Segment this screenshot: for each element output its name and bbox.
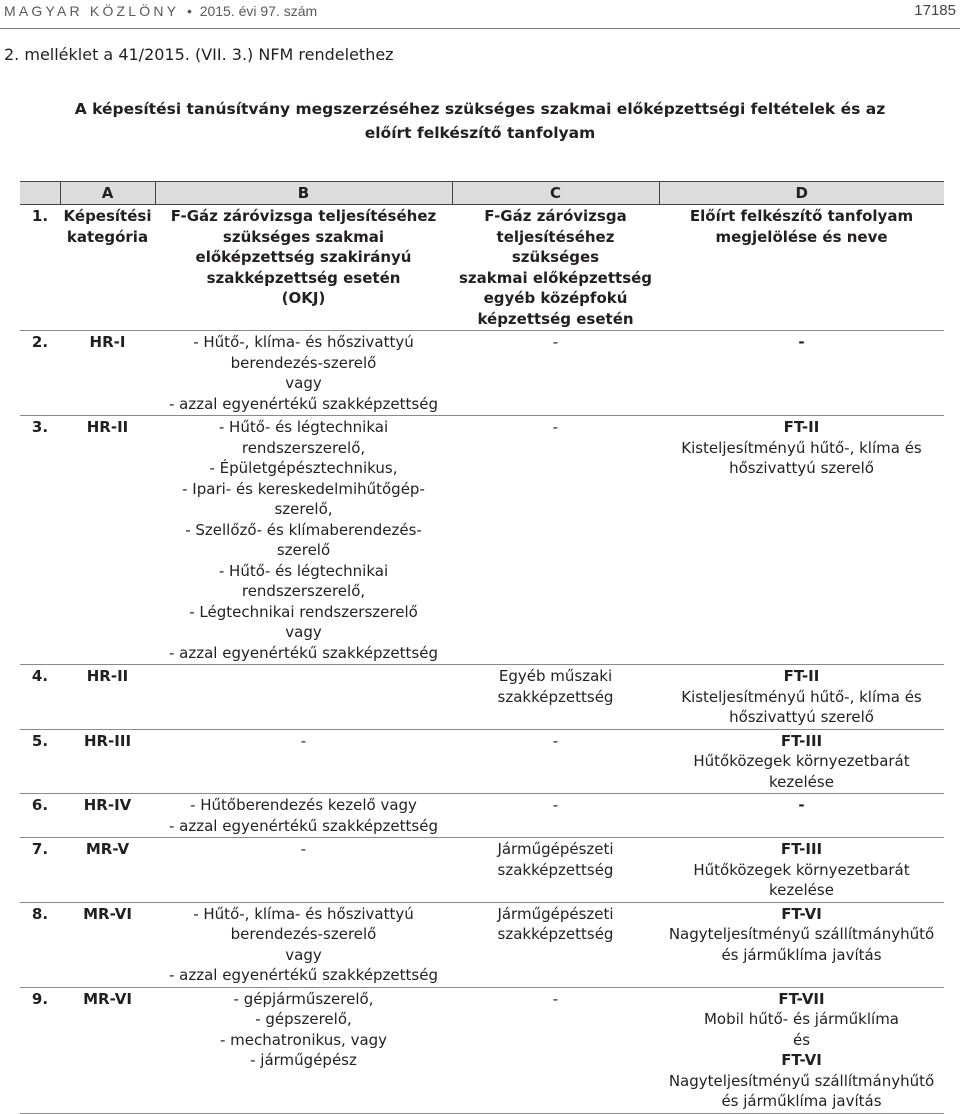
other-qualification-cell-line: szakképzettség (497, 925, 614, 943)
vocational-qualification-cell-line: - gépszerelő, (255, 1010, 352, 1028)
vocational-qualification-cell-line: - azzal egyenértékű szakképzettség (169, 394, 438, 413)
training-course-cell (659, 838, 944, 903)
training-course-cell (659, 665, 944, 730)
header-cell-c-line: képzettség esetén (477, 309, 634, 328)
vocational-qualification-cell-line: berendezés-szerelő (230, 925, 377, 943)
row-number: 4. (20, 665, 60, 730)
header-cell-d-line: megjelölése és neve (715, 227, 888, 246)
course-code: FT-VI (781, 1051, 822, 1069)
other-qualification-cell-line: - (552, 333, 559, 351)
other-qualification-cell-line: - (552, 731, 559, 750)
header-cell-b (155, 205, 452, 331)
other-qualification-cell-line: Járműgépészeti (497, 840, 614, 858)
course-name-line: Hűtőközegek környezetbarát (693, 860, 910, 879)
header-cell-b-line: F-Gáz záróvizsga teljesítéséhez (170, 207, 437, 225)
column-letter-row (20, 182, 944, 205)
vocational-qualification-cell-line: rendszerszerelő, (241, 438, 366, 457)
other-qualification-cell (452, 794, 659, 838)
document-title: A képesítési tanúsítvány megszerzéséhez szükséges szakmai előképzettségi feltételek és az előírt felkészítő tanfolyam (74, 100, 886, 142)
vocational-qualification-cell-line: - azzal egyenértékű szakképzettség (169, 816, 438, 835)
other-qualification-cell-line: - (552, 796, 559, 814)
vocational-qualification-cell-line: rendszerszerelő, (241, 582, 366, 600)
vocational-qualification-cell-line: berendezés-szerelő (230, 353, 377, 372)
course-code: FT-VII (778, 989, 825, 1008)
vocational-qualification-cell (155, 729, 452, 794)
table-row (20, 665, 944, 730)
other-qualification-cell-line: Egyéb műszaki (498, 667, 613, 685)
other-qualification-cell-line: - (552, 418, 559, 436)
running-head (0, 0, 960, 29)
row-number: 8. (20, 902, 60, 987)
table-row (20, 331, 944, 416)
category-cell: MR-VI (60, 987, 155, 1113)
vocational-qualification-cell (155, 838, 452, 903)
training-course-cell (659, 416, 944, 665)
header-cell-c-line: egyéb középfokú (483, 289, 628, 307)
vocational-qualification-cell-line: - Hűtő-, klíma- és hőszivattyú (193, 333, 414, 351)
vocational-qualification-cell-line: - Szellőző- és klímaberendezés- (185, 520, 422, 539)
table-header-row (20, 205, 944, 331)
vocational-qualification-cell-line: - gépjárműszerelő, (233, 989, 374, 1008)
header-cell-c-line: szakmai előképzettség (458, 268, 653, 287)
row-number: 2. (20, 331, 60, 416)
other-qualification-cell (452, 665, 659, 730)
training-course-cell (659, 794, 944, 838)
header-cell-d (659, 205, 944, 331)
issue-number: 2015. évi 97. szám (199, 3, 318, 19)
table-row (20, 902, 944, 987)
column-letter-b: B (155, 182, 452, 205)
vocational-qualification-cell-line: vagy (285, 945, 322, 964)
page-number: 17185 (914, 2, 956, 19)
category-cell: MR-VI (60, 902, 155, 987)
other-qualification-cell-line: szakképzettség (497, 860, 614, 879)
course-name-line: és (792, 1030, 811, 1049)
category-cell: HR-II (60, 416, 155, 665)
vocational-qualification-cell (155, 987, 452, 1113)
category-cell: HR-I (60, 331, 155, 416)
training-course-cell (659, 331, 944, 416)
header-cell-a (60, 205, 155, 331)
vocational-qualification-cell-line: - azzal egyenértékű szakképzettség (169, 643, 438, 662)
vocational-qualification-cell-line: - járműgépész (250, 1051, 357, 1069)
running-head-left (4, 3, 317, 19)
course-code: - (798, 333, 805, 351)
table-row (20, 987, 944, 1113)
header-cell-a-line: kategória (66, 227, 149, 246)
header-cell-c (452, 205, 659, 331)
column-letter-corner (20, 182, 60, 205)
vocational-qualification-cell-line: - Hűtő-, klíma- és hőszivattyú (193, 904, 414, 923)
other-qualification-cell (452, 987, 659, 1113)
other-qualification-cell (452, 902, 659, 987)
annex-title: 2. melléklet a 41/2015. (VII. 3.) NFM rendelethez (4, 45, 394, 64)
vocational-qualification-cell-line: - Hűtő- és légtechnikai (218, 561, 389, 580)
header-cell-b-line: (OKJ) (281, 289, 326, 307)
header-cell-b-line: szükséges szakmai (222, 227, 385, 246)
table-row (20, 729, 944, 794)
vocational-qualification-cell (155, 665, 452, 730)
course-code: FT-III (780, 731, 823, 750)
vocational-qualification-cell (155, 794, 452, 838)
vocational-qualification-cell-line: vagy (285, 623, 322, 641)
course-name-line: Hűtőközegek környezetbarát (693, 752, 910, 770)
course-name-line: hőszivattyú szerelő (729, 708, 874, 726)
course-name-line: kezelése (769, 881, 834, 899)
training-course-cell (659, 902, 944, 987)
course-name-line: hőszivattyú szerelő (729, 459, 874, 477)
training-course-cell (659, 729, 944, 794)
table-row (20, 794, 944, 838)
vocational-qualification-cell-line: - Épületgépésztechnikus, (209, 459, 398, 477)
other-qualification-cell (452, 729, 659, 794)
header-cell-d-line: Előírt felkészítő tanfolyam (689, 207, 914, 225)
course-code: FT-II (783, 667, 820, 685)
vocational-qualification-cell (155, 902, 452, 987)
header-cell-b-line: előképzettség szakirányú (195, 248, 412, 266)
row-number: 9. (20, 987, 60, 1113)
vocational-qualification-cell-line: szerelő (276, 541, 331, 559)
vocational-qualification-cell-line: - mechatronikus, vagy (219, 1030, 388, 1049)
category-cell: HR-IV (60, 794, 155, 838)
other-qualification-cell (452, 838, 659, 903)
row-number: 3. (20, 416, 60, 665)
other-qualification-cell-line: szakképzettség (497, 687, 614, 706)
vocational-qualification-cell-line: - Hűtőberendezés kezelő vagy (190, 796, 417, 814)
header-cell-c-line: teljesítéséhez szükséges (496, 227, 615, 266)
category-cell: HR-II (60, 665, 155, 730)
other-qualification-cell (452, 331, 659, 416)
vocational-qualification-cell-line: - azzal egyenértékű szakképzettség (169, 966, 438, 984)
course-name-line: Nagyteljesítményű szállítmányhűtő (668, 1071, 935, 1090)
vocational-qualification-cell (155, 331, 452, 416)
category-cell: HR-III (60, 729, 155, 794)
qualification-table (20, 181, 944, 1114)
publication-name: MAGYAR KÖZLÖNY (4, 3, 180, 19)
separator-bullet: • (187, 3, 192, 19)
header-cell-a-line: Képesítési (63, 207, 152, 225)
column-letter-d: D (659, 182, 944, 205)
other-qualification-cell-line: Járműgépészeti (497, 904, 614, 923)
column-letter-a: A (60, 182, 155, 205)
vocational-qualification-cell-line: - Légtechnikai rendszerszerelő (189, 602, 418, 621)
training-course-cell (659, 987, 944, 1113)
row-number: 1. (20, 205, 60, 331)
course-name-line: Kisteljesítményű hűtő-, klíma és (681, 687, 922, 706)
header-cell-b-line: szakképzettség esetén (206, 268, 401, 287)
table-row (20, 416, 944, 665)
vocational-qualification-cell (155, 416, 452, 665)
vocational-qualification-cell-line: vagy (285, 374, 322, 392)
course-name-line: és járműklíma javítás (721, 1092, 882, 1110)
course-code: FT-VI (781, 904, 822, 923)
other-qualification-cell (452, 416, 659, 665)
table-row (20, 838, 944, 903)
course-name-line: Kisteljesítményű hűtő-, klíma és (681, 438, 922, 457)
course-name-line: Nagyteljesítményű szállítmányhűtő (668, 925, 935, 943)
header-cell-c-line: F-Gáz záróvizsga (484, 207, 627, 225)
vocational-qualification-cell-line: - Hűtő- és légtechnikai (218, 418, 389, 436)
column-letter-c: C (452, 182, 659, 205)
vocational-qualification-cell-line: - (300, 731, 307, 750)
other-qualification-cell-line: - (552, 989, 559, 1008)
vocational-qualification-cell-line: szerelő, (274, 500, 333, 518)
row-number: 7. (20, 838, 60, 903)
course-code: FT-II (783, 418, 820, 436)
vocational-qualification-cell-line: - Ipari- és kereskedelmihűtőgép- (182, 479, 425, 498)
category-cell: MR-V (60, 838, 155, 903)
course-name-line: Mobil hűtő- és járműklíma (703, 1010, 899, 1028)
course-name-line: kezelése (769, 772, 834, 791)
course-code: FT-III (780, 840, 823, 858)
course-name-line: és járműklíma javítás (721, 945, 882, 964)
course-code: - (798, 796, 805, 814)
row-number: 6. (20, 794, 60, 838)
row-number: 5. (20, 729, 60, 794)
vocational-qualification-cell-line: - (300, 840, 307, 858)
